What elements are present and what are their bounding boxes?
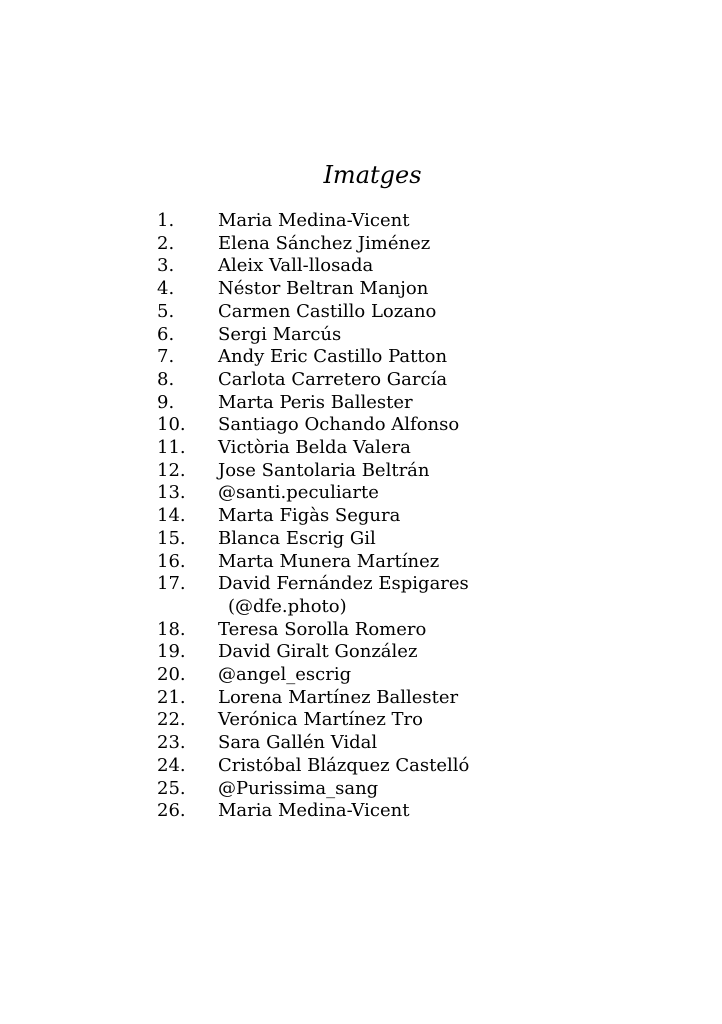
credit-name: Andy Eric Castillo Patton (218, 346, 448, 368)
credit-name-wrap (218, 505, 637, 528)
credit-number: 16. (157, 550, 186, 572)
list-item (157, 687, 637, 710)
credit-name: Teresa Sorolla Romero (218, 618, 427, 640)
credit-name: @santi.peculiarte (218, 482, 379, 504)
credit-name: Sara Gallén Vidal (218, 732, 378, 754)
list-item (157, 482, 637, 505)
credit-number: 22. (157, 709, 186, 731)
credit-name: Marta Munera Martínez (218, 550, 440, 572)
credit-name: David Fernández Espigares (218, 573, 469, 595)
list-item (157, 210, 637, 233)
credit-number: 18. (157, 618, 186, 640)
credit-number: 1. (157, 210, 175, 231)
credit-name-wrap (218, 255, 637, 278)
credit-number: 15. (157, 527, 186, 549)
credit-number: 11. (157, 437, 186, 459)
credit-name: Blanca Escrig Gil (218, 527, 376, 549)
credit-name-wrap (218, 460, 637, 483)
credit-number: 14. (157, 505, 186, 527)
credit-number: 26. (157, 800, 186, 822)
credit-name: Cristóbal Blázquez Castelló (218, 754, 470, 776)
credit-name-continuation: (@dfe.photo) (228, 595, 347, 617)
credit-name: Carlota Carretero García (218, 368, 448, 390)
credit-number: 20. (157, 664, 186, 686)
credit-name: Sergi Marcús (218, 323, 342, 345)
list-item (157, 324, 637, 347)
credit-name: Marta Figàs Segura (218, 505, 401, 527)
credit-name-wrap (218, 732, 637, 755)
credit-name-wrap (218, 778, 637, 801)
list-item (157, 528, 637, 551)
credit-number: 19. (157, 641, 186, 663)
credit-name: Victòria Belda Valera (218, 437, 411, 459)
page-title: Imatges (323, 161, 422, 189)
credit-name-wrap (218, 437, 637, 460)
credit-number: 2. (157, 232, 175, 254)
credit-name: Santiago Ochando Alfonso (218, 414, 460, 436)
list-item (157, 369, 637, 392)
credit-name-wrap (218, 687, 637, 710)
list-item (157, 573, 637, 618)
credit-number: 6. (157, 323, 175, 345)
list-item (157, 392, 637, 415)
credit-name: @angel_escrig (218, 664, 352, 686)
credit-number: 24. (157, 754, 186, 776)
list-item (157, 664, 637, 687)
credit-number: 8. (157, 368, 175, 390)
credit-name-wrap (218, 482, 637, 505)
credit-name-wrap (218, 346, 637, 369)
credit-name: Maria Medina-Vicent (218, 800, 410, 822)
list-item (157, 437, 637, 460)
credit-name-wrap (218, 324, 637, 347)
list-item (157, 800, 637, 823)
credit-name: Elena Sánchez Jiménez (218, 232, 431, 254)
credit-name-wrap (218, 301, 637, 324)
credit-number: 12. (157, 459, 186, 481)
credit-number: 10. (157, 414, 186, 436)
credit-name: Aleix Vall-llosada (218, 255, 374, 277)
credit-name-wrap (218, 709, 637, 732)
credit-number: 21. (157, 686, 186, 708)
credit-number: 7. (157, 346, 175, 368)
credit-name-wrap (218, 800, 637, 823)
credit-name: David Giralt González (218, 641, 418, 663)
credit-number: 13. (157, 482, 186, 504)
credit-name-wrap (218, 392, 637, 415)
list-item (157, 619, 637, 642)
credit-name: Marta Peris Ballester (218, 391, 413, 413)
credit-name-wrap (218, 414, 637, 437)
list-item (157, 641, 637, 664)
list-item (157, 301, 637, 324)
credit-name: Jose Santolaria Beltrán (218, 459, 430, 481)
credit-name: Néstor Beltran Manjon (218, 278, 429, 300)
list-item (157, 233, 637, 256)
credit-name-wrap (218, 551, 637, 574)
credit-name-wrap (218, 528, 637, 551)
credit-name: Maria Medina-Vicent (218, 210, 410, 231)
credit-name-wrap (218, 573, 637, 618)
credit-name-wrap (218, 278, 637, 301)
credit-name-wrap (218, 210, 637, 233)
credit-number: 25. (157, 777, 186, 799)
credit-name-wrap (218, 664, 637, 687)
credit-name: Verónica Martínez Tro (218, 709, 423, 731)
list-item (157, 778, 637, 801)
credit-name-wrap (218, 641, 637, 664)
credit-number: 5. (157, 300, 175, 322)
credit-name: Carmen Castillo Lozano (218, 300, 437, 322)
list-item (157, 460, 637, 483)
credit-number: 4. (157, 278, 175, 300)
list-item (157, 755, 637, 778)
list-item (157, 732, 637, 755)
list-item (157, 255, 637, 278)
list-item (157, 505, 637, 528)
list-item (157, 551, 637, 574)
credit-number: 9. (157, 391, 175, 413)
list-item (157, 414, 637, 437)
credit-number: 3. (157, 255, 175, 277)
list-item (157, 709, 637, 732)
credit-name-wrap (218, 369, 637, 392)
list-item (157, 278, 637, 301)
credit-name: Lorena Martínez Ballester (218, 686, 459, 708)
image-credits-list (157, 210, 637, 823)
credit-name-wrap (218, 619, 637, 642)
credit-number: 23. (157, 732, 186, 754)
list-item (157, 346, 637, 369)
credit-name-wrap (218, 233, 637, 256)
credit-number: 17. (157, 573, 186, 595)
credit-name: @Purissima_sang (218, 777, 379, 799)
credit-name-wrap (218, 755, 637, 778)
